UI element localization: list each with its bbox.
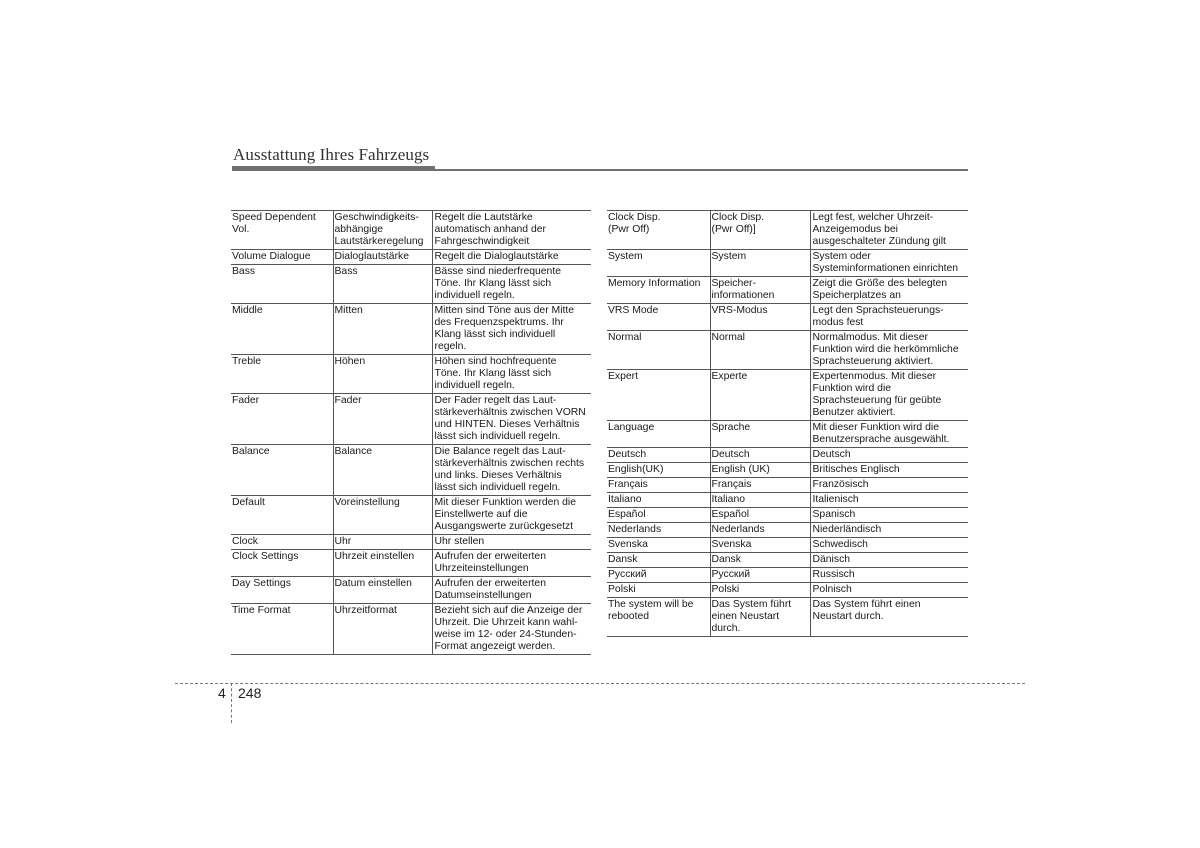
setting-name-en: Nederlands [607,523,710,538]
setting-name-de: Experte [710,370,810,421]
table-row [607,523,968,538]
setting-description: Mit dieser Funktion wird die Benutzersprache ausgewählt. [810,421,968,448]
table-row [607,583,968,598]
table-row [607,553,968,568]
setting-name-en: Middle [231,304,333,355]
setting-description: Bässe sind niederfrequente Töne. Ihr Klang lässt sich individuell regeln. [432,265,591,304]
setting-name-de: Italiano [710,493,810,508]
setting-name-de: Clock Disp. (Pwr Off)] [710,211,810,250]
setting-name-en: Dansk [607,553,710,568]
setting-description: Die Balance regelt das Laut- stärkeverhältnis zwischen rechts und links. Dieses Verhältnis lässt sich individuell regeln. [432,445,591,496]
setting-description: Dänisch [810,553,968,568]
setting-name-de: Datum einstellen [333,577,432,604]
setting-name-en: Français [607,478,710,493]
setting-name-en: Deutsch [607,448,710,463]
table-row [607,508,968,523]
setting-name-de: Русский [710,568,810,583]
setting-name-en: Language [607,421,710,448]
table-row [231,445,591,496]
setting-name-en: Clock [231,535,333,550]
setting-name-de: Balance [333,445,432,496]
setting-description: Niederländisch [810,523,968,538]
settings-table-right [607,210,968,637]
footer-rule [175,683,1025,684]
table-row [607,493,968,508]
setting-name-de: Das System führt einen Neustart durch. [710,598,810,637]
setting-description: Mit dieser Funktion werden die Einstellwerte auf die Ausgangswerte zurückgesetzt [432,496,591,535]
setting-name-de: Uhrzeit einstellen [333,550,432,577]
header-rule-thin [435,169,968,171]
setting-name-de: Fader [333,394,432,445]
setting-name-en: Speed Dependent Vol. [231,211,333,250]
table-row [231,355,591,394]
setting-description: Aufrufen der erweiterten Datumseinstellungen [432,577,591,604]
table-row [231,304,591,355]
setting-description: Bezieht sich auf die Anzeige der Uhrzeit. Die Uhrzeit kann wahl- weise im 12- oder 24-Stunden- Format angezeigt werden. [432,604,591,655]
setting-description: Legt den Sprachsteuerungs- modus fest [810,304,968,331]
setting-name-en: Balance [231,445,333,496]
table-row [231,550,591,577]
settings-table-left-body [231,211,591,655]
setting-description: Deutsch [810,448,968,463]
setting-name-en: Español [607,508,710,523]
setting-name-de: Dansk [710,553,810,568]
setting-name-en: VRS Mode [607,304,710,331]
table-row [231,496,591,535]
chapter-number: 4 [218,685,226,701]
table-row [231,265,591,304]
setting-name-en: Русский [607,568,710,583]
setting-name-de: Dialoglautstärke [333,250,432,265]
setting-description: Das System führt einen Neustart durch. [810,598,968,637]
footer-divider [231,683,232,723]
table-row [607,211,968,250]
settings-table-left [231,210,591,655]
setting-name-en: Time Format [231,604,333,655]
setting-name-de: Voreinstellung [333,496,432,535]
setting-description: Spanisch [810,508,968,523]
setting-description: Expertenmodus. Mit dieser Funktion wird die Sprachsteuerung für geübte Benutzer aktiviert. [810,370,968,421]
setting-description: Polnisch [810,583,968,598]
setting-name-de: Français [710,478,810,493]
setting-name-en: Fader [231,394,333,445]
setting-name-de: Sprache [710,421,810,448]
table-row [231,211,591,250]
table-row [607,568,968,583]
setting-name-en: Polski [607,583,710,598]
setting-description: Schwedisch [810,538,968,553]
setting-name-en: Clock Settings [231,550,333,577]
table-row [607,277,968,304]
setting-name-en: English(UK) [607,463,710,478]
setting-name-en: Day Settings [231,577,333,604]
table-row [231,535,591,550]
setting-description: Regelt die Dialoglautstärke [432,250,591,265]
setting-name-en: Svenska [607,538,710,553]
section-title: Ausstattung Ihres Fahrzeugs [233,145,430,164]
setting-description: Normalmodus. Mit dieser Funktion wird die herkömmliche Sprachsteuerung aktiviert. [810,331,968,370]
table-row [607,598,968,637]
setting-description: Britisches Englisch [810,463,968,478]
setting-description: Regelt die Lautstärke automatisch anhand der Fahrgeschwindigkeit [432,211,591,250]
setting-name-en: The system will be rebooted [607,598,710,637]
setting-name-de: Bass [333,265,432,304]
setting-name-de: Höhen [333,355,432,394]
table-row [607,421,968,448]
table-row [231,604,591,655]
setting-name-en: Default [231,496,333,535]
setting-name-de: Speicher- informationen [710,277,810,304]
table-row [607,331,968,370]
setting-description: Höhen sind hochfrequente Töne. Ihr Klang lässt sich individuell regeln. [432,355,591,394]
setting-name-de: Svenska [710,538,810,553]
table-row [607,250,968,277]
setting-description: Legt fest, welcher Uhrzeit- Anzeigemodus bei ausgeschalteter Zündung gilt [810,211,968,250]
setting-name-en: Italiano [607,493,710,508]
setting-name-de: Uhr [333,535,432,550]
setting-name-en: Memory Information [607,277,710,304]
setting-name-de: Español [710,508,810,523]
setting-name-en: Clock Disp. (Pwr Off) [607,211,710,250]
table-row [607,448,968,463]
setting-name-en: Normal [607,331,710,370]
setting-description: Französisch [810,478,968,493]
table-row [607,370,968,421]
setting-name-de: Deutsch [710,448,810,463]
table-row [607,304,968,331]
table-row [607,478,968,493]
setting-name-de: English (UK) [710,463,810,478]
setting-description: Der Fader regelt das Laut- stärkeverhältnis zwischen VORN und HINTEN. Dieses Verhältnis lässt sich individuell regeln. [432,394,591,445]
setting-name-en: Treble [231,355,333,394]
setting-description: System oder Systeminformationen einrichten [810,250,968,277]
setting-name-de: Nederlands [710,523,810,538]
setting-description: Aufrufen der erweiterten Uhrzeiteinstellungen [432,550,591,577]
setting-name-en: System [607,250,710,277]
setting-name-de: System [710,250,810,277]
setting-description: Italienisch [810,493,968,508]
setting-name-de: Polski [710,583,810,598]
table-row [231,250,591,265]
header-rule-thick [232,166,435,171]
setting-description: Russisch [810,568,968,583]
setting-name-en: Bass [231,265,333,304]
setting-name-de: Mitten [333,304,432,355]
table-row [607,538,968,553]
setting-description: Zeigt die Größe des belegten Speicherplatzes an [810,277,968,304]
setting-description: Mitten sind Töne aus der Mitte des Frequenzspektrums. Ihr Klang lässt sich individuell regeln. [432,304,591,355]
page-number: 248 [238,685,262,701]
setting-name-de: Uhrzeitformat [333,604,432,655]
table-row [607,463,968,478]
setting-name-en: Volume Dialogue [231,250,333,265]
table-row [231,394,591,445]
setting-name-de: Geschwindigkeits- abhängige Lautstärkeregelung [333,211,432,250]
setting-name-en: Expert [607,370,710,421]
setting-name-de: Normal [710,331,810,370]
settings-table-right-body [607,211,968,637]
setting-description: Uhr stellen [432,535,591,550]
setting-name-de: VRS-Modus [710,304,810,331]
table-row [231,577,591,604]
